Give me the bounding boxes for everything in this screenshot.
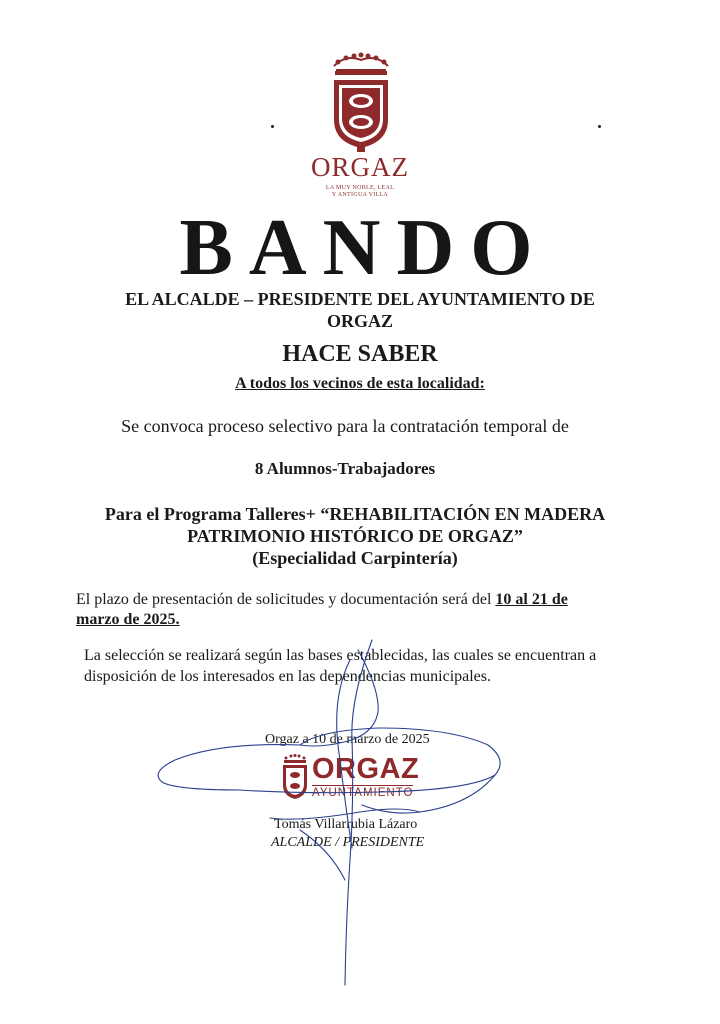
plazo-dates-end: marzo de 2025. [76,611,180,628]
seleccion-line2: disposición de los interesados en las dependencias municipales. [84,668,492,685]
signer-name: Tomás Villarrubia Lázaro [274,817,418,832]
header-line2: ORGAZ [326,311,393,331]
stamp-subtitle: AYUNTAMIENTO [312,787,414,799]
logo-name: ORGAZ [311,152,409,182]
document-title: BANDO [179,204,549,292]
logo-motto [0,185,720,199]
seleccion-paragraph [84,645,624,687]
programa-line2: PATRIMONIO HISTÓRICO DE ORGAZ” [187,526,523,546]
seleccion-line1: La selección se realizará según las bases establecidas, las cuales se encuentran a [84,647,597,664]
logo-motto-line1: LA MUY NOBLE, LEAL [325,185,395,191]
plazo-dates-start: 10 al 21 de [495,591,568,608]
scan-dot [598,125,601,128]
place-date: Orgaz a 10 de marzo de 2025 [265,732,430,747]
programa-line1: Para el Programa Talleres+ “REHABILITACIÓN EN MADERA [104,504,606,524]
addressee-line: A todos los vecinos de esta localidad: [235,375,485,392]
header-line1: EL ALCALDE – PRESIDENTE DEL AYUNTAMIENTO DE [125,289,595,309]
coat-of-arms-icon [326,52,396,156]
logo-motto-line2: Y ANTIGUA VILLA [331,192,389,198]
positions-count: 8 Alumnos-Trabajadores [254,459,436,478]
programa-line3: (Especialidad Carpintería) [252,548,458,568]
convoca-text: Se convoca proceso selectivo para la contratación temporal de [121,416,569,436]
stamp-crest-icon [280,753,310,803]
stamp-name: ORGAZ [312,753,420,785]
plazo-text: El plazo de presentación de solicitudes y documentación será del [76,591,496,608]
plazo-paragraph [76,590,616,630]
scan-dot [271,125,274,128]
signer-role: ALCALDE / PRESIDENTE [271,835,425,850]
hace-saber-heading: HACE SABER [282,341,438,367]
